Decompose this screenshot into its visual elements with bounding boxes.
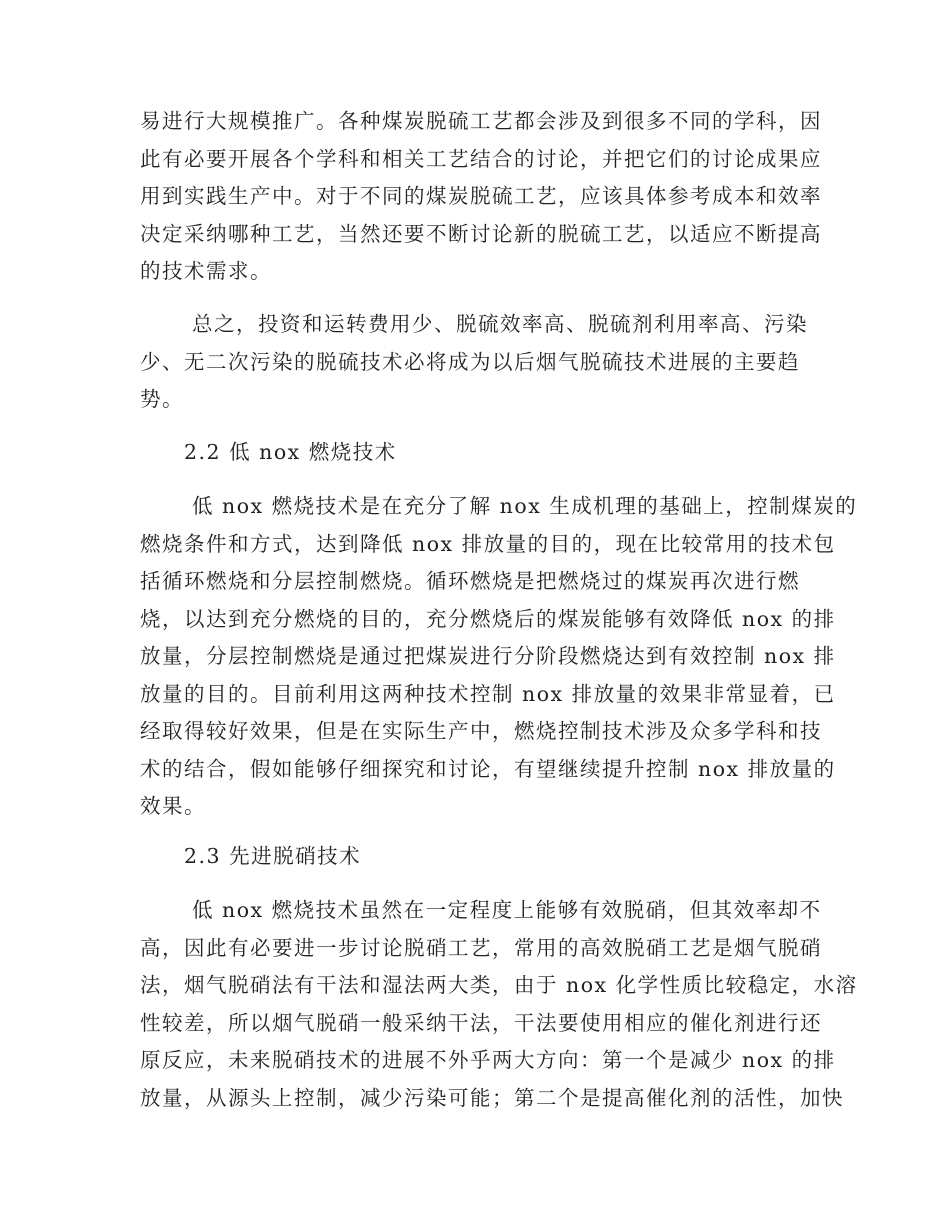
text-line: 低 nox 燃烧技术虽然在一定程度上能够有效脱硝，但其效率却不 [192,898,822,922]
text-line: 术的结合，假如能够仔细探究和讨论，有望继续提升控制 nox 排放量的 [140,756,836,781]
text-line: 括循环燃烧和分层控制燃烧。循环燃烧是把燃烧过的煤炭再次进行燃 [140,569,800,593]
text-line: 高，因此有必要进一步讨论脱硝工艺，常用的高效脱硝工艺是烟气脱硝 [140,935,822,960]
text-line: 效果。 [140,794,206,818]
text-line: 此有必要开展各个学科和相关工艺结合的讨论，并把它们的讨论成果应 [140,146,822,171]
text-line: 燃烧条件和方式，达到降低 nox 排放量的目的，现在比较常用的技术包 [140,531,836,556]
section-heading: 2.3 先进脱硝技术 [184,844,362,868]
paragraph-low-nox [140,488,858,826]
text-line: 总之，投资和运转费用少、脱硫效率高、脱硫剂利用率高、污染 [192,312,808,336]
text-line: 经取得较好效果，但是在实际生产中，燃烧控制技术涉及众多学科和技 [140,719,822,743]
text-line: 放量，从源头上控制，减少污染可能；第二个是提高催化剂的活性，加快 [140,1085,844,1110]
text-line: 势。 [140,387,184,411]
text-line: 低 nox 燃烧技术是在充分了解 nox 生成机理的基础上，控制煤炭的 [192,494,858,518]
text-line: 性较差，所以烟气脱硝一般采纳干法，干法要使用相应的催化剂进行还 [140,1010,822,1035]
text-line: 的技术需求。 [140,259,272,283]
section-heading: 2.2 低 nox 燃烧技术 [184,440,397,464]
text-line: 原反应，未来脱硝技术的进展不外乎两大方向：第一个是减少 nox 的排 [140,1048,836,1072]
text-line: 法，烟气脱硝法有干法和湿法两大类，由于 nox 化学性质比较稳定，水溶 [140,973,858,997]
text-line: 放量，分层控制燃烧是通过把煤炭进行分阶段燃烧达到有效控制 nox 排 [140,644,836,668]
paragraph-summary [140,306,820,419]
section-heading-2-2 [140,434,820,472]
text-line: 易进行大规模推广。各种煤炭脱硫工艺都会涉及到很多不同的学科，因 [140,109,822,133]
text-line: 放量的目的。目前利用这两种技术控制 nox 排放量的效果非常显着，已 [140,681,836,706]
paragraph-continued [140,103,820,291]
text-line: 决定采纳哪种工艺，当然还要不断讨论新的脱硫工艺，以适应不断提高 [140,221,822,246]
text-line: 用到实践生产中。对于不同的煤炭脱硫工艺，应该具体参考成本和效率 [140,184,822,208]
text-line: 少、无二次污染的脱硫技术必将成为以后烟气脱硫技术进展的主要趋 [140,349,800,374]
text-line: 烧，以达到充分燃烧的目的，充分燃烧后的煤炭能够有效降低 nox 的排 [140,606,836,631]
paragraph-denitration [140,892,858,1117]
section-heading-2-3 [140,838,820,876]
